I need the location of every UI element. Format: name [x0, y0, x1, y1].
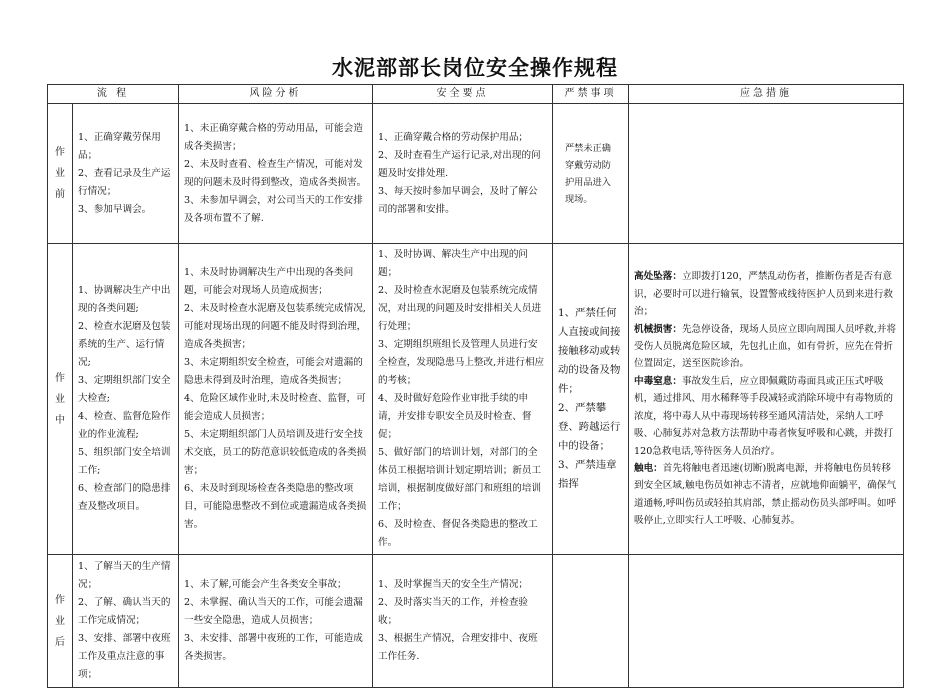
stage-label: 作业中: [55, 372, 65, 426]
process-item: 1、正确穿戴劳保用品；: [78, 131, 161, 161]
procedure-table: [47, 84, 904, 688]
risk-item: 3、未安排、部署中夜班的工作，可能造成各类损害。: [184, 633, 363, 662]
risk-cell: [179, 244, 373, 555]
safety-item: 3、定期组织班组长及管理人员进行安全检查，发现隐患马上整改,并进行相应的考核；: [378, 339, 545, 386]
emergency-label: 触电：: [634, 462, 663, 474]
risk-cell: [179, 104, 373, 244]
safety-item: 1、及时掌握当天的安全生产情况；: [378, 579, 529, 590]
header-process: 流 程: [48, 85, 179, 104]
safety-cell: [373, 244, 553, 555]
safety-cell: [373, 555, 553, 688]
header-emergency: 应急措施: [629, 85, 904, 104]
forbidden-cell: [553, 104, 629, 244]
emergency-item: [634, 321, 898, 373]
process-item: 1、协调解决生产中出现的各类问题;: [78, 285, 171, 314]
process-item: 2、查看记录及生产运行情况；: [78, 167, 171, 197]
safety-item: 2、及时落实当天的工作，并检查验收；: [378, 597, 529, 626]
safety-item: 5、做好部门的培训计划，对部门的全体员工根据培训计划定期培训；新员工培训，根据制度做好部门和班组的培训工作；: [378, 447, 542, 512]
risk-item: 1、未正确穿戴合格的劳动用品，可能会造成各类损害；: [184, 122, 363, 152]
risk-cell: [179, 555, 373, 688]
safety-item: 1、正确穿戴合格的劳动保护用品；: [378, 131, 529, 143]
header-risk: 风险分析: [179, 85, 373, 104]
process-item: 3、参加早调会。: [78, 203, 152, 215]
table-header-row: [48, 85, 904, 104]
process-cell: [73, 555, 179, 688]
risk-item: 4、危险区域作业时,未及时检查、监督，可能会造成人员损害；: [184, 393, 366, 422]
emergency-label: 机械损害：: [634, 323, 682, 335]
process-cell: [73, 104, 179, 244]
risk-item: 3、未参加早调会，对公司当天的工作安排及各项布置不了解.: [184, 194, 363, 224]
table-row: [48, 555, 904, 688]
forbidden-item: 3、严禁违章指挥: [558, 459, 617, 490]
stage-label: 作业后: [55, 594, 65, 648]
safety-item: 4、及时做好危险作业审批手续的申请，并安排专职安全员及时检查、督促；: [378, 393, 532, 440]
process-item: 5、组织部门安全培训工作;: [78, 447, 171, 476]
process-item: 1、了解当天的生产情况；: [78, 561, 171, 590]
safety-item: 1、及时协调、解决生产中出现的问题；: [378, 249, 529, 278]
emergency-item: [634, 268, 898, 320]
stage-label: 作业前: [55, 147, 65, 200]
emergency-cell: [629, 104, 904, 244]
risk-item: 1、未了解,可能会产生各类安全事故；: [184, 579, 347, 590]
risk-item: 6、未及时到现场检查各类隐患的整改项目，可能隐患整改不到位或遗漏造成各类损害。: [184, 483, 367, 530]
risk-item: 3、未定期组织安全检查，可能会对遗漏的隐患未得到及时治理，造成各类损害；: [184, 357, 363, 386]
safety-item: 2、及时检查水泥磨及包装系统完成情况，对出现的问题及时安排相关人员进行处理；: [378, 285, 542, 332]
safety-cell: [373, 104, 553, 244]
emergency-label: 高处坠落：: [634, 271, 682, 283]
forbidden-item: 2、严禁攀登、跨越运行中的设备；: [558, 402, 621, 452]
stage-cell: [48, 244, 73, 555]
table-row: [48, 244, 904, 555]
forbidden-cell: [553, 555, 629, 688]
process-item: 6、检查部门的隐患排查及整改项目。: [78, 483, 171, 512]
safety-item: 3、每天按时参加早调会，及时了解公司的部署和安排。: [378, 185, 538, 215]
stage-cell: [48, 555, 73, 688]
document-title: 水泥部部长岗位安全操作规程: [332, 56, 618, 80]
emergency-text: 事故发生后，应立即佩戴防毒面具或正压式呼吸机，通过排风、用水稀释等手段减轻或消除环境中有毒物质的浓度，将中毒人从中毒现场转移至通风清洁处，采纳人工呼吸、心肺复苏对急救方法帮助中毒者恢复呼吸和心跳，并拨打120急救电话,等待医务人员治疗。: [634, 375, 894, 457]
process-item: 3、安排、部署中夜班工作及重点注意的事项；: [78, 633, 171, 680]
process-item: 4、检查、监督危险作业的作业流程;: [78, 411, 171, 440]
risk-item: 5、未定期组织部门人员培训及进行安全技术交底，员工的防范意识较低造成的各类损害；: [184, 429, 367, 476]
process-item: 2、检查水泥磨及包装系统的生产、运行情况;: [78, 321, 171, 368]
safety-item: 3、根据生产情况，合理安排中、夜班工作任务.: [378, 633, 538, 662]
stage-cell: [48, 104, 73, 244]
forbidden-cell: [553, 244, 629, 555]
process-item: 2、了解、确认当天的工作完成情况；: [78, 597, 171, 626]
process-item: 3、定期组织部门安全大检查;: [78, 375, 171, 404]
risk-item: 2、未及时查看、检查生产情况，可能对发现的问题未及时得到整改，造成各类损害。: [184, 158, 367, 188]
emergency-text: 先急停设备，现场人员应立即向周围人员呼救,并将受伤人员脱离危险区域，先包扎止血，如有骨折，应先在骨折位置固定，送至医院诊治。: [634, 323, 897, 370]
emergency-cell: [629, 555, 904, 688]
forbidden-item: 1、严禁任何人直接或间接接触移动或转动的设备及物件；: [558, 307, 621, 395]
process-cell: [73, 244, 179, 555]
safety-item: 6、及时检查、督促各类隐患的整改工作。: [378, 519, 538, 548]
header-safety: 安全要点: [373, 85, 553, 104]
risk-item: 2、未掌握、确认当天的工作，可能会遗漏一些安全隐患，造成人员损害；: [184, 597, 363, 626]
risk-item: 1、未及时协调解决生产中出现的各类问题，可能会对现场人员造成损害；: [184, 267, 354, 296]
forbidden-item: 严禁未正确穿戴劳动防护用品进入现场。: [565, 142, 611, 205]
emergency-item: [634, 373, 898, 460]
emergency-text: 立即拨打120，严禁乱动伤者，推断伤者是否有意识，必要时可以进行输氧，设置警戒线待医护人员到来进行救治；: [634, 271, 894, 318]
safety-item: 2、及时查看生产运行记录,对出现的问题及时安排处理.: [378, 149, 541, 179]
emergency-text: 首先将触电者迅速(切断)脱离电源，并将触电伤员转移到安全区域,触电伤员如神志不清者，应就地仰面躺平，确保气道通畅,呼叫伤员或轻拍其肩部，禁止摇动伤员头部呼叫。如呼吸停止,立即实行人工呼吸、心肺复苏。: [634, 462, 897, 527]
table-row: [48, 104, 904, 244]
emergency-cell: [629, 244, 904, 555]
risk-item: 2、未及时检查水泥磨及包装系统完成情况,可能对现场出现的问题不能及时得到治理，造成各类损害；: [184, 303, 367, 350]
emergency-label: 中毒窒息：: [634, 375, 682, 387]
header-forbidden: 严禁事项: [553, 85, 629, 104]
emergency-item: [634, 460, 898, 530]
